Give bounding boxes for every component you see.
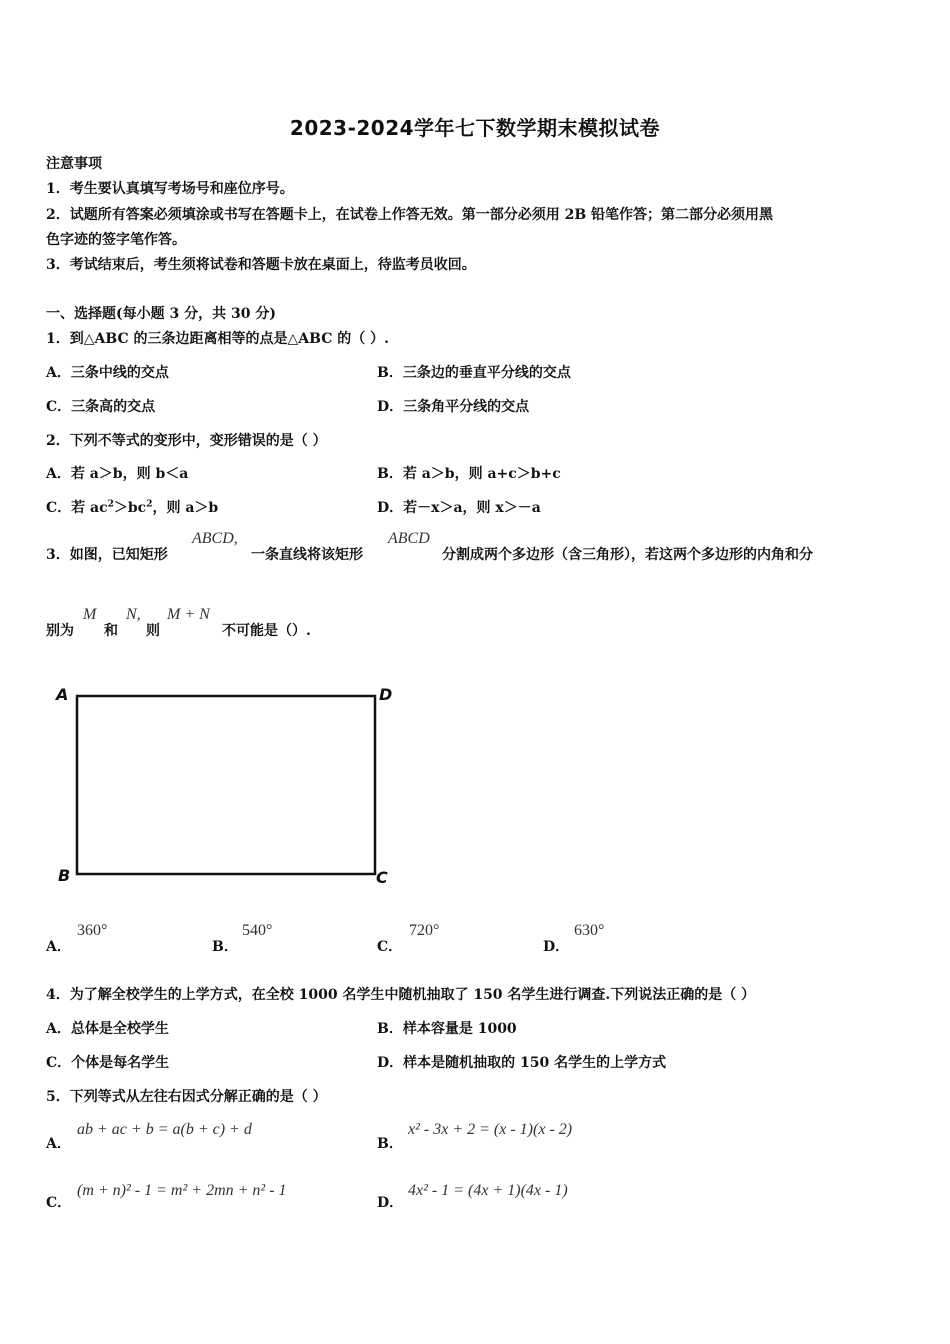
- q5-option-d-expr: 4x² - 1 = (4x + 1)(4x - 1): [408, 1182, 568, 1199]
- q3-option-c-letter: C．: [377, 939, 403, 955]
- q2-c-post: ，则 a＞b: [152, 500, 219, 516]
- q5-option-b-letter: B．: [377, 1136, 403, 1152]
- q4-option-d: D．样本是随机抽取的 150 名学生的上学方式: [377, 1055, 667, 1071]
- q5-option-a-letter: A．: [46, 1136, 71, 1152]
- q3-math-sum: M + N: [167, 606, 210, 623]
- page-title: 2023-2024学年七下数学期末模拟试卷: [289, 116, 661, 140]
- q3-text: 分割成两个多边形（含三角形），若这两个多边形的内角和分: [442, 547, 813, 563]
- question-1-stem: 1．到△ABC 的三条边距离相等的点是△ABC 的（ ）.: [46, 331, 389, 347]
- figure-label-b: B: [58, 866, 71, 885]
- q3-text: 不可能是（）.: [222, 623, 311, 639]
- q4-option-c: C．个体是每名学生: [46, 1055, 170, 1071]
- q3-math-n: N,: [126, 606, 141, 623]
- q3-option-d-value: 630°: [574, 922, 605, 939]
- question-2-stem: 2．下列不等式的变形中，变形错误的是（ ）: [46, 433, 327, 449]
- figure-label-d: D: [379, 685, 393, 704]
- notice-item: 1．考生要认真填写考场号和座位序号。: [46, 181, 294, 197]
- figure-label-a: A: [56, 685, 69, 704]
- section-heading: 一、选择题(每小题 3 分，共 30 分): [46, 306, 276, 322]
- q2-option-c: [46, 497, 218, 517]
- rectangle-figure: [50, 680, 400, 892]
- q2-option-d: D．若－x＞a，则 x＞－a: [377, 500, 541, 516]
- q5-option-a-expr: ab + ac + b = a(b + c) + d: [77, 1121, 252, 1138]
- q1-option-a: A．三条中线的交点: [46, 365, 169, 381]
- q3-text: 和: [104, 623, 118, 639]
- q3-text: 3．如图，已知矩形: [46, 547, 168, 563]
- notice-item: 3．考试结束后，考生须将试卷和答题卡放在桌面上，待监考员收回。: [46, 257, 476, 273]
- q2-option-a: A．若 a＞b，则 b＜a: [46, 466, 189, 482]
- q2-option-b: B．若 a＞b，则 a+c＞b+c: [377, 466, 561, 482]
- q2-c-mid: ＞bc: [113, 500, 147, 516]
- q2-c-sup: 2: [107, 499, 114, 510]
- q3-math-m: M: [83, 606, 97, 623]
- q3-option-d-letter: D．: [543, 939, 570, 955]
- q5-option-c-expr: (m + n)² - 1 = m² + 2mn + n² - 1: [77, 1182, 287, 1199]
- q5-option-b-expr: x² - 3x + 2 = (x - 1)(x - 2): [408, 1121, 573, 1138]
- q3-text: 别为: [46, 623, 74, 639]
- figure-label-c: C: [376, 868, 388, 887]
- question-4-stem: 4．为了解全校学生的上学方式，在全校 1000 名学生中随机抽取了 150 名学生进行调查.下列说法正确的是（ ）: [46, 987, 756, 1003]
- notice-item: 2．试题所有答案必须填涂或书写在答题卡上，在试卷上作答无效。第一部分必须用 2B 铅笔作答；第二部分必须用黑: [46, 207, 774, 223]
- q3-option-b-letter: B．: [212, 939, 238, 955]
- q3-option-a-letter: A．: [46, 939, 71, 955]
- q3-option-c-value: 720°: [409, 922, 440, 939]
- q3-option-b-value: 540°: [242, 922, 273, 939]
- notice-heading: 注意事项: [46, 156, 102, 172]
- notice-item: 色字迹的签字笔作答。: [46, 232, 186, 248]
- q3-option-a-value: 360°: [77, 922, 108, 939]
- q4-option-b: B．样本容量是 1000: [377, 1021, 517, 1037]
- q3-math-abcd: ABCD: [388, 530, 430, 547]
- q1-option-d: D．三条角平分线的交点: [377, 399, 530, 415]
- question-5-stem: 5．下列等式从左往右因式分解正确的是（ ）: [46, 1089, 327, 1105]
- q5-option-c-letter: C．: [46, 1195, 72, 1211]
- q3-text: 一条直线将该矩形: [251, 547, 363, 563]
- q4-option-a: A．总体是全校学生: [46, 1021, 169, 1037]
- q3-math-abcd: ABCD,: [192, 530, 238, 547]
- q3-text: 则: [146, 623, 160, 639]
- q1-option-c: C．三条高的交点: [46, 399, 156, 415]
- q2-c-sup: 2: [146, 499, 153, 510]
- q1-option-b: B．三条边的垂直平分线的交点: [377, 365, 571, 381]
- q5-option-d-letter: D．: [377, 1195, 404, 1211]
- q2-c-pre: C．若 ac: [46, 500, 108, 516]
- rectangle-abcd: [77, 696, 375, 874]
